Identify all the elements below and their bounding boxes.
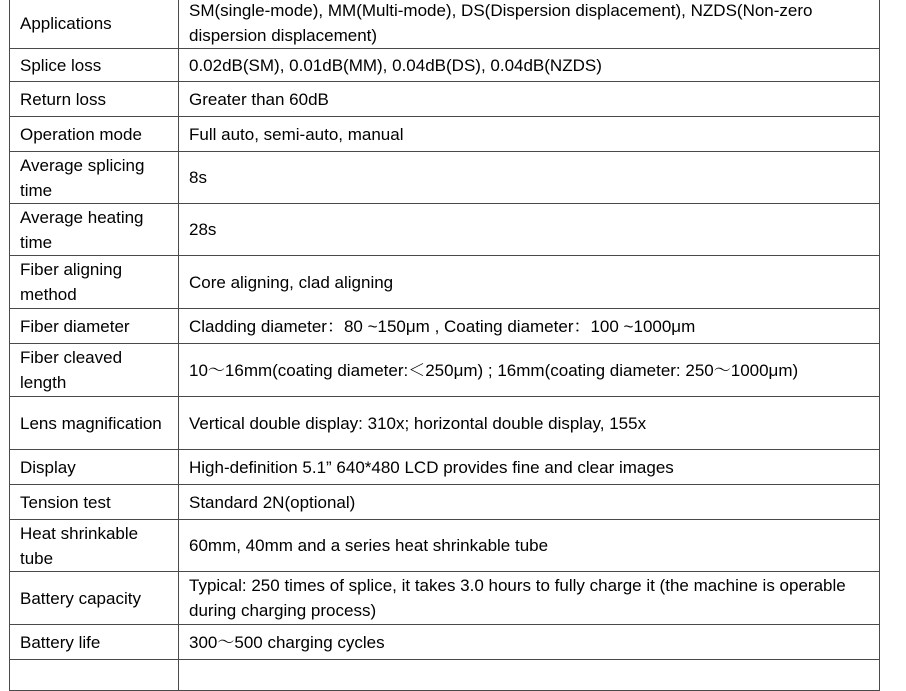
table-row	[10, 485, 880, 520]
row-value: Full auto, semi-auto, manual	[179, 117, 880, 152]
table-row	[10, 625, 880, 660]
row-label: Return loss	[10, 82, 179, 117]
row-label: Fiber diameter	[10, 309, 179, 344]
row-value: 10～16mm(coating diameter:＜250μm) ; 16mm(coating diameter: 250～1000μm)	[179, 344, 880, 397]
row-value: High-definition 5.1” 640*480 LCD provides fine and clear images	[179, 450, 880, 485]
table-row	[10, 344, 880, 397]
spec-table	[9, 0, 880, 691]
row-label: Battery capacity	[10, 572, 179, 625]
row-value: Standard 2N(optional)	[179, 485, 880, 520]
table-row	[10, 450, 880, 485]
row-label: Battery life	[10, 625, 179, 660]
row-label: Average heating time	[10, 204, 179, 256]
row-value: 60mm, 40mm and a series heat shrinkable tube	[179, 520, 880, 572]
table-row	[10, 660, 880, 691]
row-value: Vertical double display: 310x; horizontal double display, 155x	[179, 397, 880, 450]
row-label: Splice loss	[10, 49, 179, 82]
table-row	[10, 309, 880, 344]
row-label: Lens magnification	[10, 397, 179, 450]
row-label	[10, 660, 179, 691]
table-row	[10, 572, 880, 625]
row-label: Tension test	[10, 485, 179, 520]
row-value: Core aligning, clad aligning	[179, 256, 880, 309]
row-value: 28s	[179, 204, 880, 256]
row-label: Fiber cleaved length	[10, 344, 179, 397]
row-value: 300～500 charging cycles	[179, 625, 880, 660]
table-row	[10, 520, 880, 572]
row-value: Typical: 250 times of splice, it takes 3.0 hours to fully charge it (the machine is operable during charging process)	[179, 572, 880, 625]
row-label: Operation mode	[10, 117, 179, 152]
table-row	[10, 82, 880, 117]
table-row	[10, 117, 880, 152]
row-label: Heat shrinkable tube	[10, 520, 179, 572]
table-row	[10, 152, 880, 204]
row-value: 0.02dB(SM), 0.01dB(MM), 0.04dB(DS), 0.04dB(NZDS)	[179, 49, 880, 82]
table-row	[10, 49, 880, 82]
row-label: Fiber aligning method	[10, 256, 179, 309]
table-row	[10, 0, 880, 49]
row-value: SM(single-mode), MM(Multi-mode), DS(Dispersion displacement), NZDS(Non-zero dispersion displacement)	[179, 0, 880, 49]
row-value: 8s	[179, 152, 880, 204]
table-row	[10, 397, 880, 450]
table-row	[10, 256, 880, 309]
row-value: Cladding diameter：80 ~150μm , Coating diameter：100 ~1000μm	[179, 309, 880, 344]
table-row	[10, 204, 880, 256]
row-label: Average splicing time	[10, 152, 179, 204]
row-value	[179, 660, 880, 691]
row-value: Greater than 60dB	[179, 82, 880, 117]
row-label: Display	[10, 450, 179, 485]
row-label: Applications	[10, 0, 179, 49]
